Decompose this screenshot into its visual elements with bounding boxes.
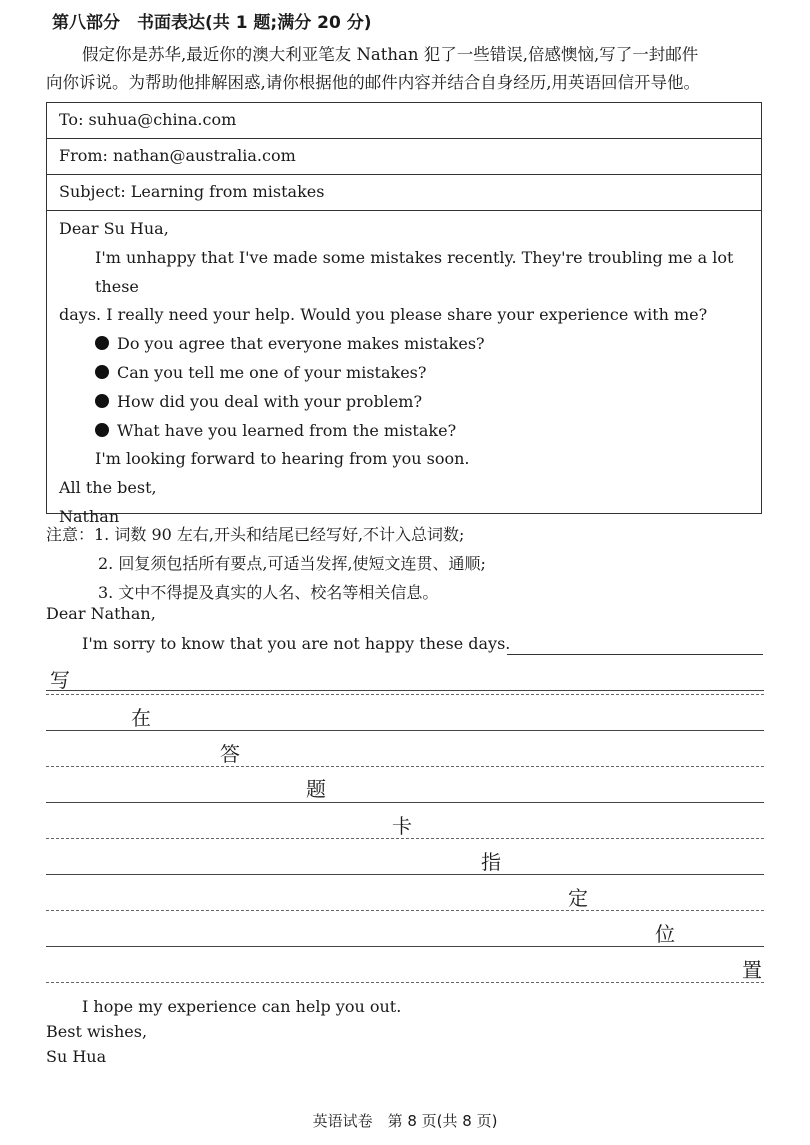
reply-closing-line: I hope my experience can help you out. xyxy=(82,997,402,1016)
notes xyxy=(46,520,486,607)
email-signoff: All the best, xyxy=(59,478,157,498)
answer-area-char: 位 xyxy=(655,922,675,946)
email-closing-line: I'm looking forward to hearing from you soon. xyxy=(95,449,470,469)
bullet-icon xyxy=(95,365,109,379)
answer-line[interactable] xyxy=(46,694,764,695)
bullet-icon xyxy=(95,336,109,350)
note-1: 注意：1. 词数 90 左右,开头和结尾已经写好,不计入总词数; xyxy=(46,525,465,544)
note-2: 2. 回复须包括所有要点,可适当发挥,使短文连贯、通顺; xyxy=(98,554,486,573)
answer-line[interactable] xyxy=(46,766,764,767)
reply-signature: Su Hua xyxy=(46,1047,107,1066)
answer-area-char: 答 xyxy=(220,742,240,766)
bullet-item: Do you agree that everyone makes mistakes? xyxy=(59,330,753,359)
answer-line[interactable] xyxy=(46,690,764,691)
bullet-icon xyxy=(95,423,109,437)
email-paragraph-line-1: I'm unhappy that I've made some mistakes recently. They're troubling me a lot these xyxy=(95,247,734,296)
answer-area-char: 置 xyxy=(742,958,762,982)
email-from: From: nathan@australia.com xyxy=(47,139,761,175)
answer-line[interactable] xyxy=(46,982,764,983)
answer-area-char: 题 xyxy=(306,777,326,801)
bullet-icon xyxy=(95,394,109,408)
email-paragraph-line-2: days. I really need your help. Would you please share your experience with me? xyxy=(59,305,708,325)
email-body xyxy=(59,215,753,532)
bullet-item: How did you deal with your problem? xyxy=(59,388,753,417)
answer-line[interactable] xyxy=(46,910,764,911)
bullet-item: Can you tell me one of your mistakes? xyxy=(59,359,753,388)
email-signature: Nathan xyxy=(59,506,120,526)
instructions-line-1: 假定你是苏华,最近你的澳大利亚笔友 Nathan 犯了一些错误,倍感懊恼,写了一封邮件 xyxy=(82,45,699,64)
answer-area-char: 指 xyxy=(481,850,501,874)
answer-area-char: 卡 xyxy=(392,814,412,838)
reply-greeting: Dear Nathan, xyxy=(46,604,156,623)
instructions-line-2: 向你诉说。为帮助他排解困惑,请你根据他的邮件内容并结合自身经历,用英语回信开导他。 xyxy=(46,73,700,92)
email-greeting: Dear Su Hua, xyxy=(59,219,169,238)
answer-line[interactable] xyxy=(46,730,764,731)
answer-area-char: 写 xyxy=(50,668,70,692)
reply-first-line: I'm sorry to know that you are not happy these days. xyxy=(82,634,511,653)
page-footer: 英语试卷 第 8 页(共 8 页) xyxy=(312,1112,498,1130)
reply-signoff: Best wishes, xyxy=(46,1022,148,1041)
email-subject: Subject: Learning from mistakes xyxy=(47,175,761,211)
answer-area-char: 定 xyxy=(568,886,588,910)
email-to: To: suhua@china.com xyxy=(47,103,761,139)
answer-line[interactable] xyxy=(507,654,763,655)
answer-line[interactable] xyxy=(46,802,764,803)
answer-area-char: 在 xyxy=(131,706,151,730)
email-box xyxy=(46,102,762,526)
note-3: 3. 文中不得提及真实的人名、校名等相关信息。 xyxy=(98,583,439,602)
answer-line[interactable] xyxy=(46,874,764,875)
section-title: 第八部分 书面表达(共 1 题;满分 20 分) xyxy=(52,13,372,33)
bullet-item: What have you learned from the mistake? xyxy=(59,417,753,446)
